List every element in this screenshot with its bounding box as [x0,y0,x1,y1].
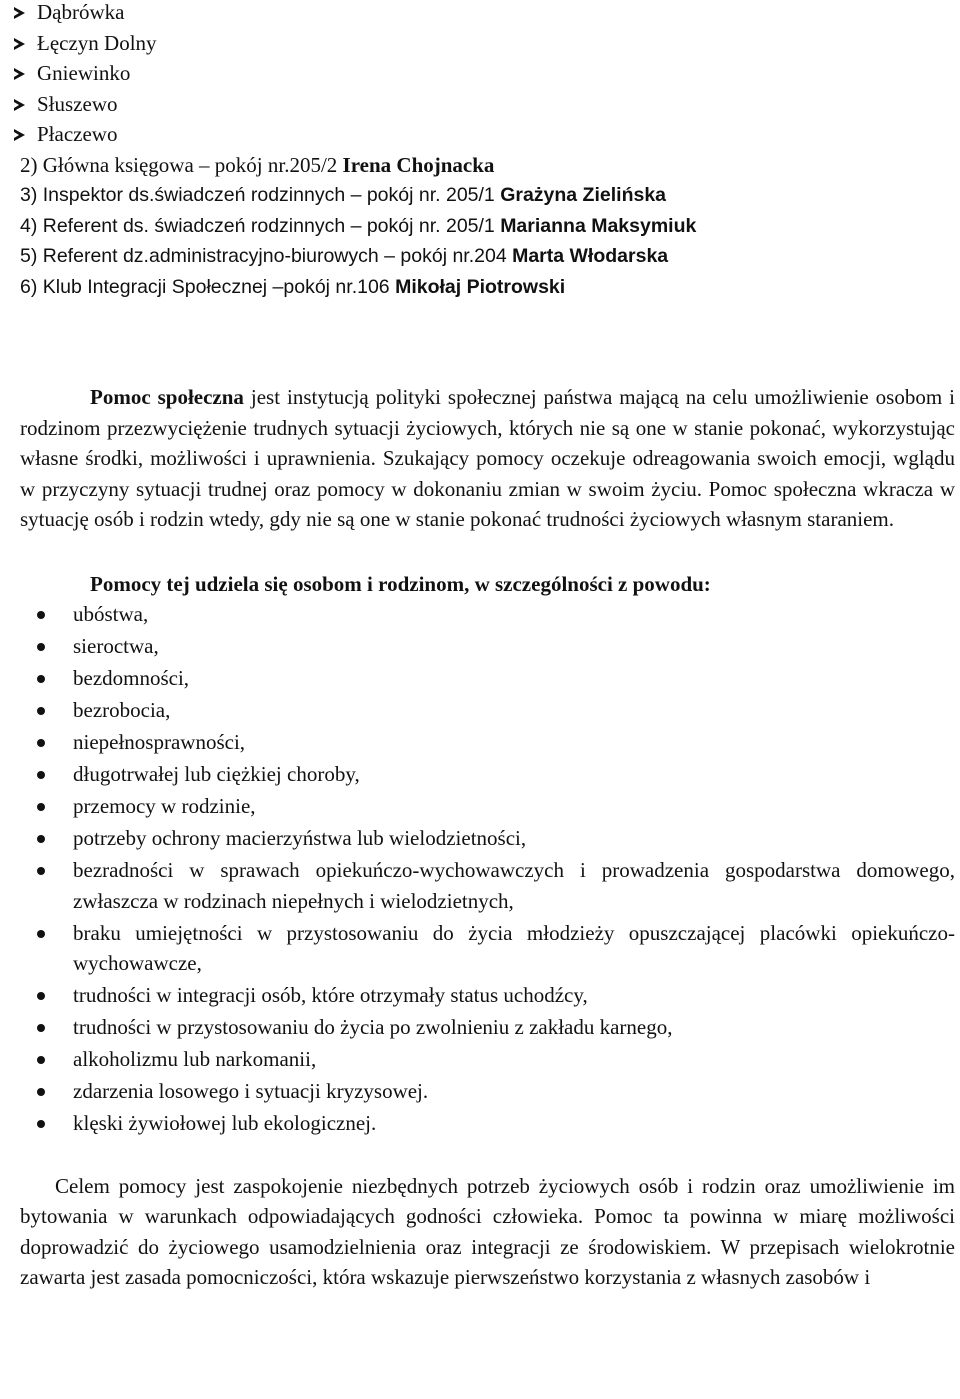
staff-name: Mikołaj Piotrowski [395,275,566,298]
reason-text: alkoholizmu lub narkomanii, [73,1047,317,1071]
document-page [20,0,955,1293]
bullet-icon [37,1088,45,1096]
staff-role: 5) Referent dz.administracyjno-biurowych – pokój nr.204 [20,245,513,267]
intro-body: jest instytucją polityki społecznej państwa mającą na celu umożliwienie osobom i rodzinom przezwyciężenie trudnych sytuacji życiowych, których nie są one w stanie pokonać, wykorzystując własne środki, możliwości i uprawnienia. Szukający pomocy oczekuje odreagowania swoich emocji, wglądu w przyczyny sytuacji trudnej oraz pomocy w dokonaniu zmian w swoim życiu. Pomoc społeczna wkracza w sytuację osób i rodzin wtedy, gdy nie są one w stanie pokonać trudności życiowych własnym staraniem. [20,385,955,531]
bullet-icon [37,1120,45,1128]
village-name: Gniewinko [37,61,131,85]
reason-text: braku umiejętności w przystosowaniu do życia młodzieży opuszczającej placówki opiekuńczo- wychowawcze, [73,920,955,975]
list-item [20,823,955,854]
reason-text: przemocy w rodzinie, [73,794,256,818]
reason-text: klęski żywiołowej lub ekologicznej. [73,1111,377,1135]
arrow-bullet-icon [14,68,25,80]
reason-text: niepełnosprawności, [73,730,246,754]
staff-name: Grażyna Zielińska [500,184,667,206]
intro-lead: Pomoc społeczna [90,385,244,409]
bullet-icon [37,643,45,651]
bullet-icon [37,992,45,1000]
village-name: Słuszewo [37,91,118,116]
arrow-bullet-icon [14,129,25,141]
list-item [20,1012,955,1043]
reason-text: długotrwałej lub ciężkiej choroby, [73,762,360,786]
staff-entry [20,180,955,211]
list-item [20,1076,955,1107]
bullet-icon [37,835,45,843]
reason-text: ubóstwa, [73,602,149,626]
list-item [20,28,955,59]
staff-entry [20,211,955,242]
bullet-icon [37,707,45,715]
intro-paragraph [20,382,955,535]
staff-entry [20,241,955,272]
staff-name: Marta Włodarska [512,245,669,267]
bullet-icon [37,930,45,938]
bullet-icon [37,1056,45,1064]
reason-text: trudności w integracji osób, które otrzymały status uchodźcy, [73,983,588,1007]
reason-text: trudności w przystosowaniu do życia po zwolnieniu z zakładu karnego, [73,1015,673,1039]
reason-text: bezdomności, [73,666,190,690]
list-item [20,727,955,758]
list-item [20,791,955,822]
staff-role: 6) Klub Integracji Społecznej –pokój nr.106 [20,275,396,298]
bullet-icon [37,803,45,811]
bullet-icon [37,867,45,875]
staff-role: 4) Referent ds. świadczeń rodzinnych – pokój nr. 205/1 [20,214,501,237]
reason-text: bezradności w sprawach opiekuńczo-wychowawczych i prowadzenia gospodarstwa domowego, zwłaszcza w rodzinach niepełnych i wielodzietnych, [73,858,955,913]
list-item [20,695,955,726]
bullet-icon [37,611,45,619]
village-name: Dąbrówka [37,0,125,24]
village-name: Płaczewo [37,122,118,146]
staff-role: 2) Główna księgowa – pokój nr.205/2 [20,152,343,177]
list-item [20,58,955,89]
village-name: Łęczyn Dolny [37,30,157,55]
staff-name: Marianna Maksymiuk [500,214,697,237]
reason-text: sieroctwa, [73,634,159,658]
list-item [20,599,955,630]
arrow-bullet-icon [14,7,25,19]
reason-text: zdarzenia losowego i sytuacji kryzysowej. [73,1079,429,1103]
staff-role: 3) Inspektor ds.świadczeń rodzinnych – pokój nr. 205/1 [20,184,501,206]
list-item [20,0,955,28]
reason-text: potrzeby ochrony macierzyństwa lub wielodzietności, [73,826,527,850]
bullet-icon [37,739,45,747]
list-item [20,855,955,916]
staff-name: Irena Chojnacka [342,152,495,177]
reasons-heading: Pomocy tej udziela się osobom i rodzinom, w szczególności z powodu: [90,571,711,596]
list-item [20,89,955,120]
list-item [20,119,955,150]
bullet-icon [37,1024,45,1032]
reason-text: bezrobocia, [73,698,171,722]
staff-list [20,150,955,303]
staff-entry [20,150,955,181]
arrow-bullet-icon [14,38,25,50]
reasons-list [20,599,955,1139]
staff-entry [20,272,955,303]
bullet-icon [37,771,45,779]
list-item [20,918,955,979]
list-item [20,1044,955,1075]
list-item [20,1108,955,1139]
list-item [20,759,955,790]
list-item [20,631,955,662]
list-item [20,980,955,1011]
list-item [20,663,955,694]
arrow-bullet-icon [14,99,25,111]
aim-paragraph: Celem pomocy jest zaspokojenie niezbędnych potrzeb życiowych osób i rodzin oraz umożliwienie im bytowania w warunkach odpowiadających godności człowieka. Pomoc ta powinna w miarę możliwości doprowadzić do życiowego usamodzielnienia oraz integracji ze środowiskiem. W przepisach wielokrotnie zawarta jest zasada pomocniczości, która wskazuje pierwszeństwo korzystania z własnych zasobów i [20,1173,955,1289]
bullet-icon [37,675,45,683]
villages-list [20,0,955,150]
